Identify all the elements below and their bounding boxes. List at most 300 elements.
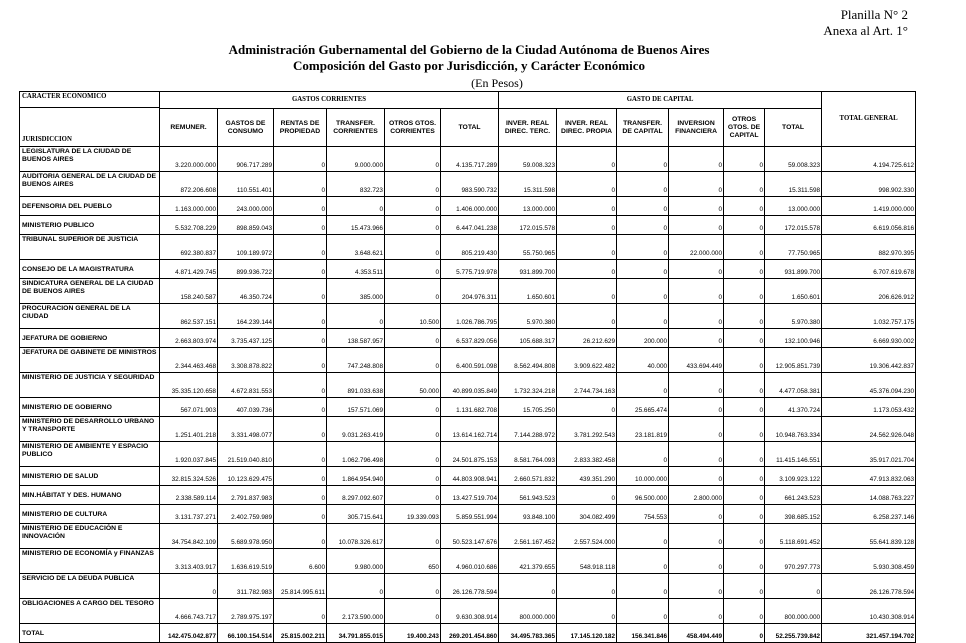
table-cell: 40.899.035.849 bbox=[441, 373, 499, 398]
table-cell: 5.532.708.229 bbox=[160, 216, 218, 235]
table-cell: 0 bbox=[669, 549, 724, 574]
table-cell: 0 bbox=[274, 348, 327, 373]
table-cell: 0 bbox=[669, 467, 724, 486]
table-cell: 17.145.120.182 bbox=[557, 624, 617, 643]
table-cell: 548.918.118 bbox=[557, 549, 617, 574]
planilla-number: Planilla N° 2 bbox=[840, 7, 908, 22]
table-cell: 0 bbox=[724, 147, 765, 172]
table-cell: 899.936.722 bbox=[218, 260, 274, 279]
table-cell: 0 bbox=[385, 279, 441, 304]
table-cell: 906.717.289 bbox=[218, 147, 274, 172]
table-cell: 0 bbox=[385, 235, 441, 260]
table-cell: 5.970.380 bbox=[499, 304, 557, 329]
table-cell: 6.447.041.238 bbox=[441, 216, 499, 235]
column-header: INVERSION FINANCIERA bbox=[669, 109, 724, 147]
column-header: INVER. REAL DIREC. PROPIA bbox=[557, 109, 617, 147]
table-row bbox=[20, 574, 916, 599]
table-cell: 1.732.324.218 bbox=[499, 373, 557, 398]
table-cell: 1.636.619.519 bbox=[218, 549, 274, 574]
table-cell: 26.126.778.594 bbox=[822, 574, 916, 599]
table-cell: 132.100.946 bbox=[765, 329, 822, 348]
table-cell: 8.581.764.093 bbox=[499, 442, 557, 467]
table-cell: 0 bbox=[274, 172, 327, 197]
table-cell: 891.033.638 bbox=[327, 373, 385, 398]
table-cell: 0 bbox=[669, 260, 724, 279]
table-cell: 862.537.151 bbox=[160, 304, 218, 329]
table-cell: 0 bbox=[557, 260, 617, 279]
table-cell: 156.341.846 bbox=[617, 624, 669, 643]
table-cell: 0 bbox=[617, 235, 669, 260]
table-cell: 0 bbox=[617, 304, 669, 329]
table-cell: 1.173.053.432 bbox=[822, 398, 916, 417]
table-cell: 0 bbox=[669, 524, 724, 549]
table-cell: 0 bbox=[617, 279, 669, 304]
table-cell: 44.803.908.941 bbox=[441, 467, 499, 486]
table-cell: 34.495.783.365 bbox=[499, 624, 557, 643]
table-cell: 3.131.737.271 bbox=[160, 505, 218, 524]
table-cell: 12.905.851.739 bbox=[765, 348, 822, 373]
table-cell: 15.705.250 bbox=[499, 398, 557, 417]
table-cell: 3.313.403.917 bbox=[160, 549, 218, 574]
table-cell: 15.473.966 bbox=[327, 216, 385, 235]
table-cell: 10.078.326.617 bbox=[327, 524, 385, 549]
table-cell: 3.109.923.122 bbox=[765, 467, 822, 486]
table-cell: 10.430.308.914 bbox=[822, 599, 916, 624]
table-cell: 0 bbox=[724, 574, 765, 599]
caracter-jurisdiccion-header bbox=[20, 92, 160, 147]
table-cell: 439.351.290 bbox=[557, 467, 617, 486]
table-cell: 0 bbox=[274, 260, 327, 279]
table-cell: 45.376.094.230 bbox=[822, 373, 916, 398]
table-cell: 24.501.875.153 bbox=[441, 442, 499, 467]
table-cell: 0 bbox=[669, 279, 724, 304]
table-cell: 22.000.000 bbox=[669, 235, 724, 260]
table-cell: 0 bbox=[669, 216, 724, 235]
table-cell: 311.782.983 bbox=[218, 574, 274, 599]
table-cell: 1.419.000.000 bbox=[822, 197, 916, 216]
table-cell: 0 bbox=[724, 524, 765, 549]
document-subtitle: Composición del Gasto por Jurisdicción, y Carácter Económico bbox=[293, 58, 645, 73]
table-cell: 138.587.957 bbox=[327, 329, 385, 348]
table-cell: 0 bbox=[274, 329, 327, 348]
jurisdiccion-name: CONSEJO DE LA MAGISTRATURA bbox=[20, 260, 160, 279]
table-cell: 7.144.288.972 bbox=[499, 417, 557, 442]
table-cell: 15.311.598 bbox=[499, 172, 557, 197]
table-cell: 13.427.519.704 bbox=[441, 486, 499, 505]
table-cell: 0 bbox=[557, 486, 617, 505]
table-cell: 0 bbox=[327, 304, 385, 329]
table-cell: 1.650.601 bbox=[765, 279, 822, 304]
table-cell: 0 bbox=[724, 599, 765, 624]
table-row bbox=[20, 279, 916, 304]
table-cell: 305.715.641 bbox=[327, 505, 385, 524]
table-cell: 25.814.995.611 bbox=[274, 574, 327, 599]
jurisdiccion-name: SINDICATURA GENERAL DE LA CIUDAD DE BUENOS AIRES bbox=[20, 279, 160, 304]
table-cell: 2.173.590.000 bbox=[327, 599, 385, 624]
table-cell: 0 bbox=[327, 574, 385, 599]
table-cell: 0 bbox=[557, 304, 617, 329]
table-cell: 0 bbox=[617, 524, 669, 549]
table-cell: 0 bbox=[724, 373, 765, 398]
table-cell: 93.848.100 bbox=[499, 505, 557, 524]
table-cell: 0 bbox=[274, 417, 327, 442]
table-cell: 832.723 bbox=[327, 172, 385, 197]
column-header: RENTAS DE PROPIEDAD bbox=[274, 109, 327, 147]
table-cell: 2.791.837.983 bbox=[218, 486, 274, 505]
table-cell: 0 bbox=[617, 442, 669, 467]
table-cell: 0 bbox=[557, 197, 617, 216]
table-cell: 398.685.152 bbox=[765, 505, 822, 524]
table-cell: 10.123.629.475 bbox=[218, 467, 274, 486]
table-total-row bbox=[20, 624, 916, 643]
table-cell: 0 bbox=[724, 260, 765, 279]
table-cell: 2.800.000 bbox=[669, 486, 724, 505]
table-cell: 661.243.523 bbox=[765, 486, 822, 505]
table-row bbox=[20, 398, 916, 417]
jurisdiccion-name: MINISTERIO DE JUSTICIA Y SEGURIDAD bbox=[20, 373, 160, 398]
table-cell: 0 bbox=[669, 172, 724, 197]
table-cell: 5.118.691.452 bbox=[765, 524, 822, 549]
table-cell: 0 bbox=[385, 442, 441, 467]
table-cell: 0 bbox=[385, 398, 441, 417]
table-cell: 0 bbox=[724, 505, 765, 524]
table-cell: 157.571.069 bbox=[327, 398, 385, 417]
table-cell: 0 bbox=[557, 574, 617, 599]
table-cell: 0 bbox=[617, 373, 669, 398]
table-cell: 5.689.978.950 bbox=[218, 524, 274, 549]
table-cell: 41.370.724 bbox=[765, 398, 822, 417]
table-cell: 0 bbox=[724, 624, 765, 643]
table-cell: 96.500.000 bbox=[617, 486, 669, 505]
table-cell: 3.735.437.125 bbox=[218, 329, 274, 348]
jurisdiccion-name: MINISTERIO DE AMBIENTE Y ESPACIO PUBLICO bbox=[20, 442, 160, 467]
table-cell: 458.494.449 bbox=[669, 624, 724, 643]
jurisdiccion-name: JEFATURA DE GABINETE DE MINISTROS bbox=[20, 348, 160, 373]
table-cell: 800.000.000 bbox=[499, 599, 557, 624]
gasto-capital-header: GASTO DE CAPITAL bbox=[499, 92, 822, 109]
jurisdiccion-name: MINISTERIO DE GOBIERNO bbox=[20, 398, 160, 417]
table-cell: 4.194.725.612 bbox=[822, 147, 916, 172]
table-cell: 0 bbox=[617, 574, 669, 599]
jurisdiccion-name: OBLIGACIONES A CARGO DEL TESORO bbox=[20, 599, 160, 624]
table-cell: 0 bbox=[724, 304, 765, 329]
table-row bbox=[20, 417, 916, 442]
table-cell: 5.970.380 bbox=[765, 304, 822, 329]
table-row bbox=[20, 348, 916, 373]
jurisdiccion-name: MINISTERIO DE ECONOMÍA y FINANZAS bbox=[20, 549, 160, 574]
table-cell: 1.062.796.498 bbox=[327, 442, 385, 467]
table-cell: 0 bbox=[274, 467, 327, 486]
table-cell: 19.306.442.837 bbox=[822, 348, 916, 373]
table-cell: 0 bbox=[385, 599, 441, 624]
table-cell: 0 bbox=[669, 373, 724, 398]
planilla-header bbox=[823, 7, 908, 39]
table-cell: 9.031.263.419 bbox=[327, 417, 385, 442]
table-cell: 105.688.317 bbox=[499, 329, 557, 348]
caracter-economico-label: CARACTER ECONOMICO bbox=[22, 93, 107, 100]
table-cell: 6.619.056.816 bbox=[822, 216, 916, 235]
table-cell: 9.630.308.914 bbox=[441, 599, 499, 624]
table-cell: 26.212.629 bbox=[557, 329, 617, 348]
table-cell: 6.707.619.678 bbox=[822, 260, 916, 279]
table-cell: 0 bbox=[669, 304, 724, 329]
table-cell: 158.240.587 bbox=[160, 279, 218, 304]
table-cell: 0 bbox=[557, 172, 617, 197]
table-cell: 0 bbox=[557, 147, 617, 172]
table-cell: 269.201.454.860 bbox=[441, 624, 499, 643]
table-cell: 421.379.655 bbox=[499, 549, 557, 574]
table-cell: 407.039.736 bbox=[218, 398, 274, 417]
table-cell: 0 bbox=[669, 599, 724, 624]
table-cell: 0 bbox=[274, 235, 327, 260]
table-cell: 0 bbox=[160, 574, 218, 599]
table-cell: 0 bbox=[274, 304, 327, 329]
table-cell: 59.008.323 bbox=[765, 147, 822, 172]
column-header: INVER. REAL DIREC. TERC. bbox=[499, 109, 557, 147]
table-cell: 4.960.010.686 bbox=[441, 549, 499, 574]
table-cell: 0 bbox=[724, 398, 765, 417]
table-cell: 0 bbox=[617, 599, 669, 624]
table-cell: 142.475.042.877 bbox=[160, 624, 218, 643]
jurisdiccion-name: LEGISLATURA DE LA CIUDAD DE BUENOS AIRES bbox=[20, 147, 160, 172]
table-cell: 0 bbox=[724, 417, 765, 442]
table-cell: 0 bbox=[669, 329, 724, 348]
column-header: TOTAL bbox=[765, 109, 822, 147]
table-cell: 2.660.571.832 bbox=[499, 467, 557, 486]
table-cell: 4.135.717.289 bbox=[441, 147, 499, 172]
column-header: TOTAL bbox=[441, 109, 499, 147]
table-cell: 3.781.292.543 bbox=[557, 417, 617, 442]
table-cell: 2.833.382.458 bbox=[557, 442, 617, 467]
table-cell: 14.088.763.227 bbox=[822, 486, 916, 505]
table-cell: 0 bbox=[669, 147, 724, 172]
table-cell: 34.754.842.109 bbox=[160, 524, 218, 549]
table-cell: 13.000.000 bbox=[499, 197, 557, 216]
table-cell: 3.909.622.482 bbox=[557, 348, 617, 373]
table-row bbox=[20, 329, 916, 348]
table-cell: 10.500 bbox=[385, 304, 441, 329]
table-cell: 0 bbox=[557, 599, 617, 624]
jurisdiccion-name: JEFATURA DE GOBIERNO bbox=[20, 329, 160, 348]
table-cell: 3.648.621 bbox=[327, 235, 385, 260]
table-cell: 9.000.000 bbox=[327, 147, 385, 172]
table-cell: 13.614.162.714 bbox=[441, 417, 499, 442]
table-cell: 0 bbox=[385, 348, 441, 373]
jurisdiccion-name: SERVICIO DE LA DEUDA PUBLICA bbox=[20, 574, 160, 599]
table-cell: 0 bbox=[385, 417, 441, 442]
table-cell: 0 bbox=[327, 197, 385, 216]
table-row bbox=[20, 373, 916, 398]
table-cell: 0 bbox=[669, 417, 724, 442]
table-cell: 0 bbox=[274, 442, 327, 467]
column-header: OTROS GTOS. DE CAPITAL bbox=[724, 109, 765, 147]
table-cell: 0 bbox=[385, 216, 441, 235]
jurisdiccion-name: AUDITORIA GENERAL DE LA CIUDAD DE BUENOS AIRES bbox=[20, 172, 160, 197]
table-cell: 55.641.839.128 bbox=[822, 524, 916, 549]
table-cell: 15.311.598 bbox=[765, 172, 822, 197]
table-cell: 998.902.330 bbox=[822, 172, 916, 197]
table-cell: 0 bbox=[724, 235, 765, 260]
table-cell: 0 bbox=[557, 398, 617, 417]
jurisdiccion-name: MINISTERIO DE SALUD bbox=[20, 467, 160, 486]
table-cell: 0 bbox=[669, 442, 724, 467]
table-cell: 1.163.000.000 bbox=[160, 197, 218, 216]
column-header: TRANSFER. DE CAPITAL bbox=[617, 109, 669, 147]
table-cell: 50.523.147.676 bbox=[441, 524, 499, 549]
table-cell: 1.650.601 bbox=[499, 279, 557, 304]
table-cell: 0 bbox=[724, 329, 765, 348]
table-cell: 0 bbox=[385, 467, 441, 486]
table-cell: 21.519.040.810 bbox=[218, 442, 274, 467]
table-cell: 0 bbox=[617, 197, 669, 216]
table-cell: 5.930.308.459 bbox=[822, 549, 916, 574]
document-title: Administración Gubernamental del Gobierno de la Ciudad Autónoma de Buenos Aires bbox=[228, 42, 710, 57]
table-row bbox=[20, 524, 916, 549]
table-cell: 0 bbox=[765, 574, 822, 599]
table-cell: 5.859.551.994 bbox=[441, 505, 499, 524]
table-cell: 4.477.058.381 bbox=[765, 373, 822, 398]
table-cell: 1.406.000.000 bbox=[441, 197, 499, 216]
table-row bbox=[20, 216, 916, 235]
table-cell: 800.000.000 bbox=[765, 599, 822, 624]
table-cell: 2.402.759.989 bbox=[218, 505, 274, 524]
table-cell: 2.338.589.114 bbox=[160, 486, 218, 505]
table-cell: 40.000 bbox=[617, 348, 669, 373]
table-cell: 164.239.144 bbox=[218, 304, 274, 329]
table-cell: 0 bbox=[274, 505, 327, 524]
table-cell: 6.600 bbox=[274, 549, 327, 574]
table-cell: 1.131.682.708 bbox=[441, 398, 499, 417]
table-cell: 0 bbox=[724, 442, 765, 467]
jurisdiccion-name: MIN.HÁBITAT Y DES. HUMANO bbox=[20, 486, 160, 505]
table-cell: 0 bbox=[617, 549, 669, 574]
table-cell: 0 bbox=[274, 147, 327, 172]
table-cell: 0 bbox=[724, 486, 765, 505]
table-cell: 4.666.743.717 bbox=[160, 599, 218, 624]
table-row bbox=[20, 197, 916, 216]
column-header: REMUNER. bbox=[160, 109, 218, 147]
jurisdiccion-name: TOTAL bbox=[20, 624, 160, 643]
table-cell: 0 bbox=[385, 172, 441, 197]
table-cell: 10.948.763.334 bbox=[765, 417, 822, 442]
jurisdiccion-name: DEFENSORIA DEL PUEBLO bbox=[20, 197, 160, 216]
table-cell: 692.380.837 bbox=[160, 235, 218, 260]
table-cell: 650 bbox=[385, 549, 441, 574]
table-cell: 6.669.930.002 bbox=[822, 329, 916, 348]
table-cell: 0 bbox=[669, 398, 724, 417]
table-row bbox=[20, 599, 916, 624]
table-cell: 882.970.395 bbox=[822, 235, 916, 260]
table-cell: 19.339.093 bbox=[385, 505, 441, 524]
table-cell: 8.562.494.808 bbox=[499, 348, 557, 373]
table-cell: 3.308.878.822 bbox=[218, 348, 274, 373]
header-divider bbox=[20, 107, 159, 108]
table-cell: 32.815.324.526 bbox=[160, 467, 218, 486]
table-cell: 0 bbox=[724, 197, 765, 216]
table-cell: 35.917.021.704 bbox=[822, 442, 916, 467]
jurisdiccion-label: JURISDICCION bbox=[22, 136, 72, 143]
table-cell: 0 bbox=[274, 524, 327, 549]
table-cell: 200.000 bbox=[617, 329, 669, 348]
table-row bbox=[20, 235, 916, 260]
table-cell: 0 bbox=[385, 147, 441, 172]
column-header: OTROS GTOS. CORRIENTES bbox=[385, 109, 441, 147]
table-cell: 970.297.773 bbox=[765, 549, 822, 574]
table-cell: 6.258.237.146 bbox=[822, 505, 916, 524]
table-cell: 385.000 bbox=[327, 279, 385, 304]
table-cell: 0 bbox=[724, 348, 765, 373]
table-cell: 754.553 bbox=[617, 505, 669, 524]
table-cell: 3.220.000.000 bbox=[160, 147, 218, 172]
table-cell: 0 bbox=[385, 524, 441, 549]
table-cell: 46.350.724 bbox=[218, 279, 274, 304]
table-cell: 50.000 bbox=[385, 373, 441, 398]
table-cell: 0 bbox=[724, 279, 765, 304]
table-cell: 23.181.819 bbox=[617, 417, 669, 442]
table-cell: 11.415.146.551 bbox=[765, 442, 822, 467]
table-cell: 0 bbox=[274, 486, 327, 505]
table-cell: 0 bbox=[274, 373, 327, 398]
table-cell: 2.744.734.163 bbox=[557, 373, 617, 398]
table-cell: 77.750.965 bbox=[765, 235, 822, 260]
table-cell: 0 bbox=[557, 216, 617, 235]
table-cell: 1.920.037.845 bbox=[160, 442, 218, 467]
table-cell: 0 bbox=[385, 197, 441, 216]
table-cell: 0 bbox=[385, 329, 441, 348]
table-cell: 8.297.092.607 bbox=[327, 486, 385, 505]
table-cell: 898.859.043 bbox=[218, 216, 274, 235]
table-cell: 0 bbox=[617, 172, 669, 197]
table-cell: 0 bbox=[724, 172, 765, 197]
jurisdiccion-name: MINISTERIO DE EDUCACIÓN E INNOVACIÓN bbox=[20, 524, 160, 549]
table-cell: 0 bbox=[385, 260, 441, 279]
table-cell: 66.100.154.514 bbox=[218, 624, 274, 643]
table-cell: 0 bbox=[669, 505, 724, 524]
table-cell: 172.015.578 bbox=[765, 216, 822, 235]
table-cell: 26.126.778.594 bbox=[441, 574, 499, 599]
table-cell: 204.976.311 bbox=[441, 279, 499, 304]
table-cell: 931.899.700 bbox=[499, 260, 557, 279]
table-cell: 304.082.499 bbox=[557, 505, 617, 524]
table-cell: 0 bbox=[557, 279, 617, 304]
table-cell: 567.071.903 bbox=[160, 398, 218, 417]
table-cell: 243.000.000 bbox=[218, 197, 274, 216]
table-cell: 10.000.000 bbox=[617, 467, 669, 486]
table-cell: 0 bbox=[274, 216, 327, 235]
table-cell: 2.789.975.197 bbox=[218, 599, 274, 624]
column-header: TRANSFER. CORRIENTES bbox=[327, 109, 385, 147]
table-cell: 13.000.000 bbox=[765, 197, 822, 216]
table-cell: 0 bbox=[385, 574, 441, 599]
table-cell: 983.590.732 bbox=[441, 172, 499, 197]
table-row bbox=[20, 147, 916, 172]
table-cell: 24.562.926.048 bbox=[822, 417, 916, 442]
table-cell: 0 bbox=[669, 574, 724, 599]
table-cell: 110.551.401 bbox=[218, 172, 274, 197]
table-cell: 872.206.608 bbox=[160, 172, 218, 197]
table-cell: 55.750.965 bbox=[499, 235, 557, 260]
table-row bbox=[20, 549, 916, 574]
table-cell: 172.015.578 bbox=[499, 216, 557, 235]
table-cell: 206.626.912 bbox=[822, 279, 916, 304]
table-cell: 2.557.524.000 bbox=[557, 524, 617, 549]
table-row bbox=[20, 260, 916, 279]
table-cell: 59.008.323 bbox=[499, 147, 557, 172]
table-cell: 0 bbox=[724, 467, 765, 486]
table-cell: 0 bbox=[274, 599, 327, 624]
table-cell: 0 bbox=[274, 279, 327, 304]
table-cell: 0 bbox=[724, 216, 765, 235]
